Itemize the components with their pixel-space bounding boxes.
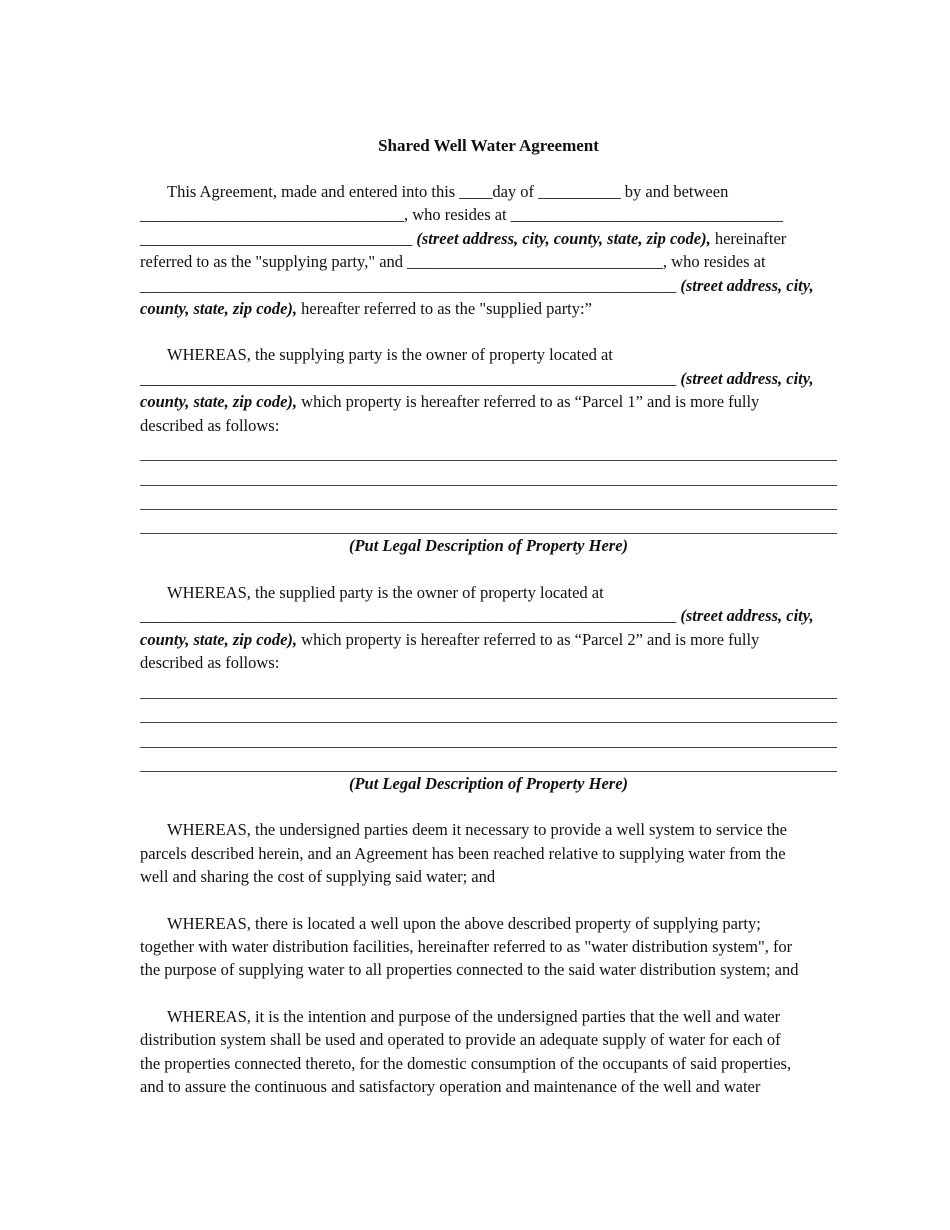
field-hint-text: (street address, city, county, state, zip code), [416, 228, 711, 248]
field-hint-text: (street address, city, [680, 275, 814, 295]
body-text: described as follows: [140, 653, 280, 673]
text-line [140, 651, 837, 674]
body-text: _________________________________________________________________ [140, 368, 681, 388]
text-line [140, 297, 837, 320]
body-text: which property is hereafter referred to as “Parcel 2” and is more fully [297, 629, 760, 649]
body-text: the purpose of supplying water to all properties connected to the said water distribution system; and [140, 960, 799, 980]
legal-description-blank-lines [140, 437, 837, 535]
body-text: _________________________________________________________________ [140, 606, 681, 626]
text-line [140, 274, 837, 297]
text-line [140, 604, 837, 627]
body-text: WHEREAS, it is the intention and purpose of the undersigned parties that the well and water [167, 1006, 781, 1026]
blank-line [140, 723, 837, 747]
field-hint-text: county, state, zip code), [140, 392, 298, 412]
field-hint-text: (street address, city, [680, 606, 814, 626]
paragraph [140, 581, 837, 675]
text-line [140, 818, 837, 841]
body-text: WHEREAS, the supplied party is the owner of property located at [167, 582, 604, 602]
paragraph [140, 1005, 837, 1099]
text-line [140, 367, 837, 390]
body-text: WHEREAS, the undersigned parties deem it necessary to provide a well system to service the [167, 820, 787, 840]
blank-line [140, 748, 837, 772]
blank-line [140, 699, 837, 723]
text-line [140, 250, 837, 273]
text-line [140, 180, 837, 203]
body-text: together with water distribution facilities, hereinafter referred to as "water distribution system", for [140, 936, 793, 956]
text-line [140, 1052, 837, 1075]
text-line [140, 1028, 837, 1051]
legal-description-blank-lines [140, 674, 837, 772]
body-text: well and sharing the cost of supplying said water; and [140, 867, 496, 887]
field-hint-text: county, state, zip code), [140, 298, 298, 318]
text-line [140, 227, 837, 250]
body-text: _________________________________ [140, 228, 417, 248]
document-title: Shared Well Water Agreement [378, 136, 599, 155]
paragraph [140, 343, 837, 437]
body-text: hereafter referred to as the "supplied party:” [297, 298, 592, 318]
text-line [140, 343, 837, 366]
text-line [140, 628, 837, 651]
blank-line [140, 486, 837, 510]
body-text: WHEREAS, there is located a well upon the above described property of supplying party; [167, 913, 761, 933]
field-hint-text: county, state, zip code), [140, 629, 298, 649]
body-text: _________________________________________________________________ [140, 275, 681, 295]
body-text: and to assure the continuous and satisfactory operation and maintenance of the well and water [140, 1076, 761, 1096]
text-line [140, 1005, 837, 1028]
text-line [140, 912, 837, 935]
document-body [140, 180, 837, 1098]
paragraph [140, 180, 837, 320]
body-text: hereinafter [710, 228, 787, 248]
text-line [140, 203, 837, 226]
body-text: parcels described herein, and an Agreement has been reached relative to supplying water from the [140, 843, 786, 863]
text-line [140, 1075, 837, 1098]
blank-line [140, 437, 837, 461]
field-hint-text: (street address, city, [680, 368, 814, 388]
blank-line [140, 674, 837, 698]
body-text: described as follows: [140, 415, 280, 435]
text-line [140, 842, 837, 865]
body-text: ________________________________, who resides at _________________________________ [140, 205, 784, 225]
paragraph [140, 912, 837, 982]
legal-description-caption: (Put Legal Description of Property Here) [348, 536, 629, 556]
body-text: which property is hereafter referred to as “Parcel 1” and is more fully [297, 392, 760, 412]
body-text: This Agreement, made and entered into this ____day of __________ by and between [167, 182, 729, 201]
body-text: distribution system shall be used and operated to provide an adequate supply of water for each of [140, 1030, 781, 1050]
blank-line [140, 461, 837, 485]
text-line [140, 390, 837, 413]
body-text: referred to as the "supplying party," and _______________________________, who resides at [140, 252, 766, 272]
blank-line [140, 510, 837, 534]
text-line [140, 935, 837, 958]
text-line [140, 865, 837, 888]
legal-description-caption: (Put Legal Description of Property Here) [348, 773, 629, 793]
document-content [140, 134, 837, 1121]
body-text: WHEREAS, the supplying party is the owner of property located at [167, 345, 613, 365]
text-line [140, 581, 837, 604]
text-line [140, 414, 837, 437]
body-text: the properties connected thereto, for the domestic consumption of the occupants of said properties, [140, 1053, 792, 1073]
text-line [140, 958, 837, 981]
paragraph [140, 818, 837, 888]
